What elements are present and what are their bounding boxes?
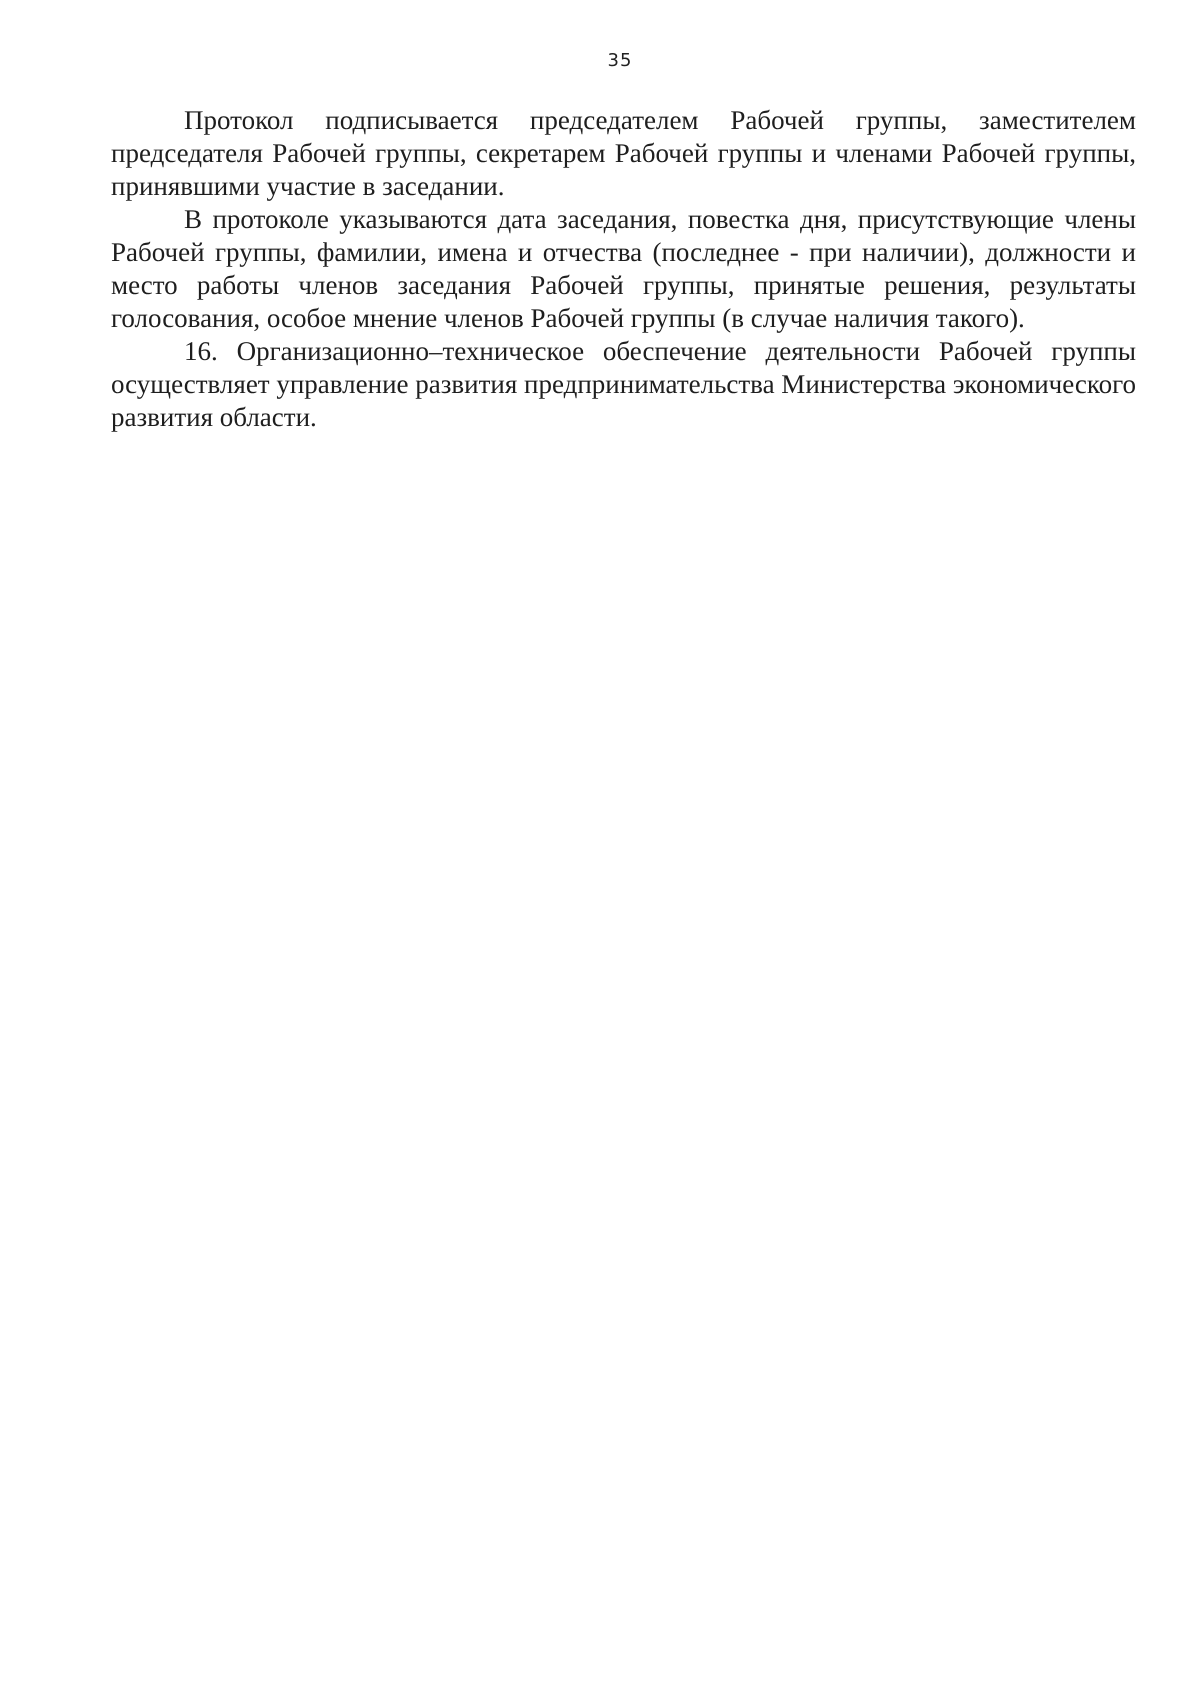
document-body: [111, 104, 1136, 434]
page-number: 35: [607, 50, 633, 71]
paragraph-protocol-contents: В протоколе указываются дата заседания, повестка дня, присутствующие члены Рабочей группы, фамилии, имена и отчества (последнее - при наличии), должности и место работы членов заседания Рабочей группы, принятые решения, результаты голосования, особое мнение членов Рабочей группы (в случае наличия такого).: [111, 204, 1136, 333]
paragraph-organizational-support: 16. Организационно–техническое обеспечение деятельности Рабочей группы осуществляет управление развития предпринимательства Министерства экономического развития области.: [111, 336, 1137, 432]
paragraph-protocol-signing: Протокол подписывается председателем Рабочей группы, заместителем председателя Рабочей группы, секретарем Рабочей группы и членами Рабочей группы, принявшими участие в заседании.: [111, 105, 1136, 201]
